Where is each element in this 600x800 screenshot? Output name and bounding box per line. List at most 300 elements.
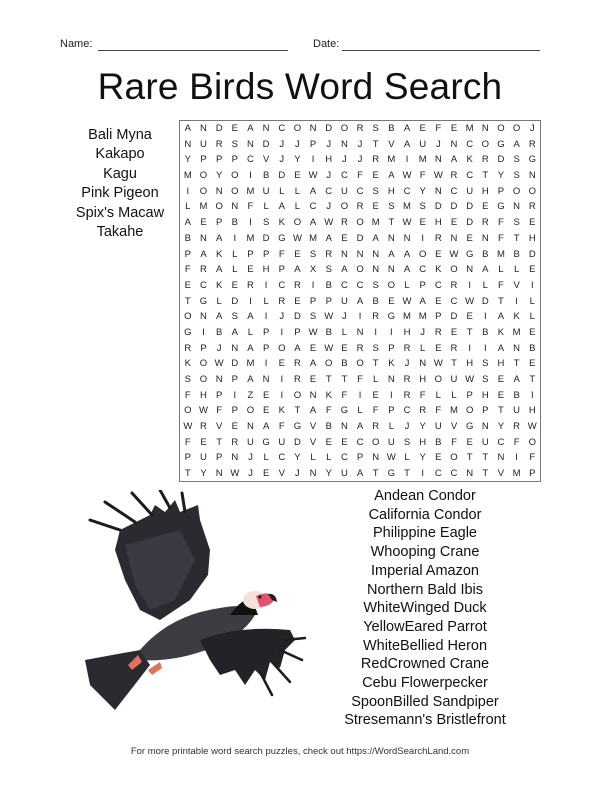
grid-letter[interactable]: E — [466, 311, 473, 323]
grid-letter[interactable]: O — [372, 436, 380, 448]
grid-letter[interactable]: B — [325, 279, 332, 291]
grid-letter[interactable]: E — [466, 436, 473, 448]
grid-letter[interactable]: E — [231, 421, 238, 433]
grid-letter[interactable]: E — [262, 389, 270, 401]
grid-letter[interactable]: N — [387, 264, 395, 276]
grid-letter[interactable]: E — [184, 279, 191, 291]
grid-letter[interactable]: R — [293, 358, 301, 370]
grid-letter[interactable]: G — [465, 421, 474, 433]
grid-letter[interactable]: E — [309, 342, 317, 354]
grid-letter[interactable]: A — [309, 358, 317, 370]
grid-letter[interactable]: N — [340, 248, 348, 260]
grid-letter[interactable]: N — [356, 248, 364, 260]
grid-letter[interactable]: B — [184, 232, 191, 244]
grid-letter[interactable]: G — [497, 138, 505, 150]
grid-letter[interactable]: X — [309, 264, 317, 276]
grid-letter[interactable]: C — [340, 452, 348, 464]
grid-letter[interactable]: A — [309, 185, 317, 197]
grid-letter[interactable]: U — [340, 468, 348, 480]
grid-letter[interactable]: F — [513, 436, 520, 448]
grid-letter[interactable]: P — [231, 405, 238, 417]
grid-letter[interactable]: R — [434, 232, 442, 244]
grid-letter[interactable]: A — [294, 264, 301, 276]
grid-letter[interactable]: C — [356, 436, 364, 448]
grid-letter[interactable]: L — [529, 295, 535, 307]
grid-letter[interactable]: C — [200, 279, 207, 291]
grid-letter[interactable]: U — [200, 452, 207, 464]
grid-letter[interactable]: O — [528, 436, 536, 448]
grid-letter[interactable]: A — [356, 421, 364, 433]
grid-letter[interactable]: E — [450, 123, 458, 134]
grid-letter[interactable]: O — [512, 185, 521, 197]
grid-letter[interactable]: E — [231, 279, 238, 291]
grid-letter[interactable]: I — [280, 326, 284, 338]
grid-letter[interactable]: D — [231, 295, 239, 307]
grid-letter[interactable]: F — [357, 374, 363, 385]
grid-letter[interactable]: I — [483, 311, 487, 323]
grid-letter[interactable]: F — [341, 389, 348, 401]
grid-letter[interactable]: I — [264, 358, 268, 370]
grid-letter[interactable]: R — [372, 421, 380, 433]
grid-letter[interactable]: M — [418, 311, 427, 323]
grid-letter[interactable]: A — [184, 217, 191, 229]
grid-letter[interactable]: T — [466, 452, 473, 464]
grid-letter[interactable]: I — [468, 279, 471, 291]
grid-letter[interactable]: R — [293, 279, 301, 291]
grid-letter[interactable]: A — [450, 154, 458, 166]
grid-letter[interactable]: A — [482, 264, 489, 276]
grid-letter[interactable]: A — [356, 295, 364, 307]
grid-letter[interactable]: E — [278, 358, 285, 370]
grid-letter[interactable]: D — [466, 217, 474, 229]
grid-letter[interactable]: N — [450, 138, 458, 150]
grid-letter[interactable]: E — [231, 123, 238, 134]
grid-letter[interactable]: A — [278, 201, 285, 213]
grid-letter[interactable]: R — [293, 374, 301, 385]
grid-letter[interactable]: J — [435, 138, 441, 150]
grid-letter[interactable]: F — [435, 123, 442, 134]
grid-letter[interactable]: V — [262, 154, 270, 166]
grid-letter[interactable]: L — [388, 421, 394, 433]
grid-letter[interactable]: D — [215, 123, 223, 134]
grid-letter[interactable]: T — [325, 374, 332, 385]
grid-letter[interactable]: P — [325, 295, 332, 307]
grid-letter[interactable]: L — [263, 201, 269, 213]
grid-letter[interactable]: F — [419, 389, 426, 401]
grid-letter[interactable]: F — [357, 170, 363, 182]
grid-letter[interactable]: O — [215, 201, 223, 213]
grid-letter[interactable]: C — [356, 279, 364, 291]
grid-letter[interactable]: F — [419, 170, 426, 182]
grid-letter[interactable]: O — [231, 185, 239, 197]
grid-letter[interactable]: D — [262, 232, 270, 244]
grid-letter[interactable]: T — [498, 405, 504, 417]
grid-letter[interactable]: R — [372, 311, 380, 323]
grid-letter[interactable]: V — [388, 138, 395, 150]
grid-letter[interactable]: C — [497, 436, 505, 448]
grid-letter[interactable]: I — [358, 389, 362, 401]
grid-letter[interactable]: B — [513, 248, 520, 260]
grid-letter[interactable]: O — [356, 358, 364, 370]
grid-letter[interactable]: O — [528, 185, 536, 197]
grid-letter[interactable]: A — [497, 342, 505, 354]
grid-letter[interactable]: A — [184, 123, 191, 134]
grid-letter[interactable]: O — [340, 123, 349, 134]
grid-letter[interactable]: T — [451, 358, 457, 370]
grid-letter[interactable]: F — [529, 452, 536, 464]
grid-letter[interactable]: S — [309, 248, 317, 260]
grid-letter[interactable]: E — [388, 295, 395, 307]
grid-letter[interactable]: N — [215, 468, 223, 480]
grid-letter[interactable]: F — [216, 405, 223, 417]
grid-letter[interactable]: C — [278, 452, 286, 464]
grid-letter[interactable]: O — [246, 405, 255, 417]
grid-letter[interactable]: L — [326, 452, 332, 464]
grid-letter[interactable]: A — [215, 232, 223, 244]
grid-letter[interactable]: N — [200, 311, 207, 323]
grid-letter[interactable]: P — [215, 389, 223, 401]
grid-letter[interactable]: L — [498, 264, 504, 276]
grid-letter[interactable]: G — [528, 154, 536, 166]
grid-letter[interactable]: N — [387, 232, 395, 244]
grid-letter[interactable]: I — [374, 326, 378, 338]
grid-letter[interactable]: C — [340, 279, 348, 291]
grid-letter[interactable]: H — [497, 358, 505, 370]
grid-letter[interactable]: U — [450, 374, 458, 385]
grid-letter[interactable]: H — [481, 389, 489, 401]
grid-letter[interactable]: L — [451, 389, 457, 401]
grid-letter[interactable]: P — [435, 311, 442, 323]
grid-letter[interactable]: W — [402, 217, 412, 229]
grid-letter[interactable]: T — [341, 374, 348, 385]
grid-letter[interactable]: E — [309, 374, 317, 385]
grid-letter[interactable]: O — [434, 374, 443, 385]
grid-letter[interactable]: R — [434, 326, 442, 338]
grid-letter[interactable]: B — [482, 248, 489, 260]
grid-letter[interactable]: G — [387, 311, 396, 323]
grid-letter[interactable]: T — [372, 138, 379, 150]
grid-letter[interactable]: F — [451, 436, 457, 448]
grid-letter[interactable]: D — [497, 154, 505, 166]
grid-letter[interactable]: N — [231, 342, 239, 354]
name-field-line[interactable] — [98, 50, 288, 51]
grid-letter[interactable]: T — [388, 217, 395, 229]
grid-letter[interactable]: H — [200, 389, 207, 401]
grid-letter[interactable]: S — [403, 436, 411, 448]
grid-letter[interactable]: N — [434, 185, 442, 197]
grid-letter[interactable]: L — [404, 452, 410, 464]
grid-letter[interactable]: S — [231, 311, 238, 323]
grid-letter[interactable]: O — [465, 405, 474, 417]
grid-letter[interactable]: E — [419, 123, 426, 134]
grid-letter[interactable]: O — [293, 123, 302, 134]
grid-letter[interactable]: P — [215, 154, 223, 166]
grid-letter[interactable]: C — [450, 468, 458, 480]
grid-letter[interactable]: A — [309, 405, 317, 417]
grid-letter[interactable]: D — [466, 201, 474, 213]
grid-letter[interactable]: P — [419, 279, 426, 291]
grid-letter[interactable]: I — [233, 389, 237, 401]
grid-letter[interactable]: A — [325, 232, 332, 244]
grid-letter[interactable]: I — [233, 232, 237, 244]
grid-letter[interactable]: G — [293, 421, 302, 433]
grid-letter[interactable]: O — [199, 374, 208, 385]
grid-letter[interactable]: L — [513, 264, 520, 276]
grid-letter[interactable]: Y — [294, 154, 301, 166]
grid-letter[interactable]: J — [326, 201, 332, 213]
grid-letter[interactable]: A — [215, 264, 223, 276]
grid-letter[interactable]: K — [278, 405, 285, 417]
grid-letter[interactable]: R — [372, 154, 380, 166]
grid-letter[interactable]: C — [247, 154, 254, 166]
grid-letter[interactable]: M — [183, 170, 192, 182]
grid-letter[interactable]: E — [294, 170, 301, 182]
grid-letter[interactable]: C — [419, 264, 427, 276]
grid-letter[interactable]: N — [466, 264, 474, 276]
grid-letter[interactable]: N — [356, 326, 364, 338]
grid-letter[interactable]: N — [231, 452, 239, 464]
grid-letter[interactable]: O — [356, 264, 364, 276]
grid-letter[interactable]: R — [419, 405, 427, 417]
grid-letter[interactable]: T — [466, 326, 473, 338]
grid-letter[interactable]: F — [247, 201, 254, 213]
grid-letter[interactable]: W — [324, 217, 334, 229]
grid-letter[interactable]: T — [184, 468, 191, 480]
grid-letter[interactable]: H — [481, 185, 489, 197]
grid-letter[interactable]: P — [231, 374, 238, 385]
grid-letter[interactable]: A — [497, 311, 505, 323]
grid-letter[interactable]: R — [247, 279, 254, 291]
grid-letter[interactable]: O — [418, 248, 427, 260]
grid-letter[interactable]: A — [247, 123, 254, 134]
grid-letter[interactable]: S — [513, 154, 520, 166]
grid-letter[interactable]: W — [199, 405, 208, 417]
grid-letter[interactable]: V — [309, 421, 317, 433]
grid-letter[interactable]: D — [293, 311, 301, 323]
grid-letter[interactable]: E — [529, 217, 536, 229]
grid-letter[interactable]: E — [341, 436, 348, 448]
grid-letter[interactable]: A — [231, 326, 238, 338]
grid-letter[interactable]: K — [325, 389, 332, 401]
grid-letter[interactable]: I — [311, 154, 315, 166]
grid-letter[interactable]: J — [248, 452, 253, 464]
grid-letter[interactable]: L — [373, 374, 379, 385]
grid-letter[interactable]: I — [515, 452, 518, 464]
grid-letter[interactable]: T — [372, 468, 379, 480]
grid-letter[interactable]: V — [450, 421, 458, 433]
grid-letter[interactable]: R — [356, 201, 364, 213]
grid-letter[interactable]: R — [356, 123, 364, 134]
grid-letter[interactable]: S — [262, 217, 270, 229]
grid-letter[interactable]: J — [216, 342, 222, 354]
grid-letter[interactable]: H — [466, 358, 474, 370]
grid-letter[interactable]: U — [434, 421, 442, 433]
grid-letter[interactable]: N — [262, 374, 270, 385]
grid-letter[interactable]: P — [278, 264, 285, 276]
grid-letter[interactable]: O — [199, 185, 208, 197]
grid-letter[interactable]: B — [482, 326, 489, 338]
grid-letter[interactable]: Y — [497, 421, 505, 433]
grid-letter[interactable]: N — [215, 374, 223, 385]
grid-letter[interactable]: E — [372, 170, 379, 182]
grid-letter[interactable]: T — [372, 358, 379, 370]
grid-letter[interactable]: T — [216, 436, 223, 448]
grid-letter[interactable]: A — [513, 138, 520, 150]
grid-letter[interactable]: N — [372, 248, 380, 260]
grid-letter[interactable]: K — [466, 154, 473, 166]
grid-letter[interactable]: S — [372, 185, 379, 197]
grid-letter[interactable]: R — [340, 217, 348, 229]
grid-letter[interactable]: R — [403, 374, 411, 385]
grid-letter[interactable]: P — [262, 326, 270, 338]
grid-letter[interactable]: A — [341, 264, 348, 276]
grid-letter[interactable]: W — [214, 358, 224, 370]
grid-letter[interactable]: T — [513, 358, 520, 370]
grid-letter[interactable]: E — [529, 264, 536, 276]
grid-letter[interactable]: N — [513, 342, 521, 354]
grid-letter[interactable]: R — [450, 342, 458, 354]
grid-letter[interactable]: F — [184, 436, 191, 448]
grid-letter[interactable]: H — [419, 436, 427, 448]
grid-letter[interactable]: G — [465, 248, 474, 260]
grid-letter[interactable]: N — [215, 185, 223, 197]
grid-letter[interactable]: H — [387, 185, 395, 197]
grid-letter[interactable]: N — [513, 201, 521, 213]
grid-letter[interactable]: G — [497, 201, 505, 213]
grid-letter[interactable]: R — [481, 217, 489, 229]
grid-letter[interactable]: O — [387, 279, 396, 291]
grid-letter[interactable]: W — [402, 295, 412, 307]
grid-letter[interactable]: F — [498, 217, 504, 229]
grid-letter[interactable]: D — [325, 123, 333, 134]
grid-letter[interactable]: S — [325, 264, 332, 276]
grid-letter[interactable]: S — [231, 138, 238, 150]
grid-letter[interactable]: P — [215, 452, 223, 464]
grid-letter[interactable]: W — [386, 452, 396, 464]
grid-letter[interactable]: B — [231, 217, 238, 229]
grid-letter[interactable]: O — [184, 311, 192, 323]
grid-letter[interactable]: I — [249, 217, 252, 229]
grid-letter[interactable]: T — [482, 468, 489, 480]
grid-letter[interactable]: A — [403, 248, 411, 260]
grid-letter[interactable]: J — [279, 138, 285, 150]
grid-letter[interactable]: J — [420, 326, 426, 338]
grid-letter[interactable]: P — [231, 154, 238, 166]
grid-letter[interactable]: W — [292, 232, 302, 244]
grid-letter[interactable]: G — [278, 232, 286, 244]
grid-letter[interactable]: T — [513, 232, 520, 244]
grid-letter[interactable]: N — [387, 374, 395, 385]
grid-letter[interactable]: B — [215, 326, 223, 338]
grid-letter[interactable]: N — [200, 123, 207, 134]
grid-letter[interactable]: E — [450, 326, 458, 338]
grid-letter[interactable]: F — [435, 405, 442, 417]
grid-letter[interactable]: O — [340, 201, 349, 213]
grid-letter[interactable]: T — [184, 295, 191, 307]
grid-letter[interactable]: I — [390, 389, 393, 401]
grid-letter[interactable]: J — [295, 468, 300, 480]
grid-letter[interactable]: T — [482, 170, 489, 182]
grid-letter[interactable]: I — [249, 295, 252, 307]
grid-letter[interactable]: O — [450, 452, 458, 464]
grid-letter[interactable]: Y — [419, 185, 426, 197]
grid-letter[interactable]: R — [403, 342, 411, 354]
grid-letter[interactable]: T — [294, 405, 301, 417]
grid-letter[interactable]: S — [372, 342, 379, 354]
grid-letter[interactable]: R — [231, 436, 239, 448]
grid-letter[interactable]: E — [435, 248, 442, 260]
grid-letter[interactable]: J — [342, 311, 347, 323]
grid-letter[interactable]: J — [529, 123, 535, 134]
grid-letter[interactable]: H — [419, 374, 427, 385]
grid-letter[interactable]: J — [279, 154, 285, 166]
grid-letter[interactable]: L — [310, 452, 316, 464]
grid-letter[interactable]: N — [309, 123, 317, 134]
grid-letter[interactable]: E — [419, 217, 426, 229]
grid-letter[interactable]: W — [402, 170, 412, 182]
grid-letter[interactable]: S — [184, 374, 191, 385]
grid-letter[interactable]: R — [450, 279, 458, 291]
grid-letter[interactable]: V — [309, 436, 317, 448]
grid-letter[interactable]: W — [449, 248, 459, 260]
grid-letter[interactable]: H — [528, 232, 536, 244]
grid-letter[interactable]: Y — [325, 468, 332, 480]
grid-letter[interactable]: E — [372, 201, 379, 213]
grid-letter[interactable]: I — [280, 374, 284, 385]
grid-letter[interactable]: J — [248, 468, 253, 480]
grid-letter[interactable]: A — [247, 311, 254, 323]
grid-letter[interactable]: L — [529, 311, 535, 323]
grid-letter[interactable]: E — [466, 232, 473, 244]
grid-letter[interactable]: N — [481, 123, 489, 134]
grid-letter[interactable]: C — [434, 279, 442, 291]
grid-letter[interactable]: J — [342, 154, 347, 166]
grid-letter[interactable]: J — [295, 138, 300, 150]
grid-letter[interactable]: F — [498, 232, 504, 244]
grid-letter[interactable]: K — [278, 217, 285, 229]
grid-letter[interactable]: O — [481, 138, 489, 150]
grid-letter[interactable]: D — [481, 295, 489, 307]
grid-letter[interactable]: P — [247, 248, 254, 260]
grid-letter[interactable]: R — [528, 201, 536, 213]
grid-letter[interactable]: M — [246, 358, 255, 370]
grid-letter[interactable]: S — [388, 201, 395, 213]
grid-letter[interactable]: L — [341, 326, 348, 338]
grid-letter[interactable]: B — [372, 295, 379, 307]
grid-letter[interactable]: K — [215, 248, 223, 260]
grid-letter[interactable]: N — [372, 264, 380, 276]
grid-letter[interactable]: U — [278, 436, 286, 448]
grid-letter[interactable]: P — [215, 217, 223, 229]
grid-letter[interactable]: L — [279, 185, 285, 197]
grid-letter[interactable]: R — [215, 138, 223, 150]
grid-letter[interactable]: N — [309, 389, 317, 401]
grid-letter[interactable]: Y — [497, 170, 505, 182]
grid-letter[interactable]: O — [278, 342, 286, 354]
grid-letter[interactable]: D — [231, 358, 239, 370]
grid-letter[interactable]: O — [450, 264, 458, 276]
grid-letter[interactable]: A — [513, 374, 520, 385]
grid-letter[interactable]: B — [262, 170, 270, 182]
grid-letter[interactable]: I — [421, 468, 424, 480]
grid-letter[interactable]: N — [309, 468, 317, 480]
grid-letter[interactable]: H — [528, 405, 536, 417]
grid-letter[interactable]: E — [200, 217, 207, 229]
grid-letter[interactable]: K — [497, 326, 505, 338]
grid-letter[interactable]: D — [262, 138, 270, 150]
grid-letter[interactable]: B — [529, 342, 536, 354]
grid-letter[interactable]: D — [434, 201, 442, 213]
